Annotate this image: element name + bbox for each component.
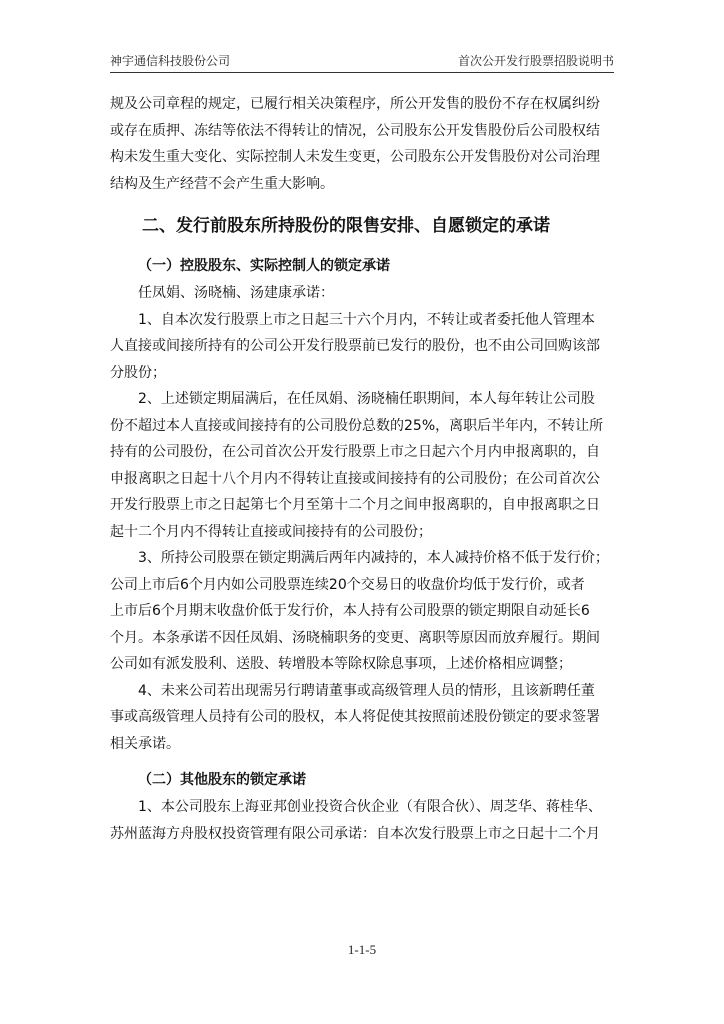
text-line: 3、所持公司股票在锁定期满后两年内减持的，本人减持价格不低于发行价； [138, 550, 609, 566]
commitment-item-2 [110, 386, 615, 545]
text-line: 开发行股票上市之日起第七个月至第十二个月之间申报离职的，自申报离职之日 [110, 497, 600, 513]
text-line: 2、上述锁定期届满后，在任凤娟、汤晓楠任职期间，本人每年转让公司股 [138, 391, 595, 407]
subsection-heading-1: （一）控股股东、实际控制人的锁定承诺 [138, 258, 390, 274]
text-line: 人直接或间接所持有的公司公开发行股票前已发行的股份，也不由公司回购该部 [110, 338, 600, 354]
text-line [110, 144, 615, 171]
intro-paragraph [110, 91, 615, 197]
other-shareholders-commitment [110, 794, 615, 847]
text-line: 上市后6个月期末收盘价低于发行价，本人持有公司股票的锁定期限自动延长6 [110, 603, 590, 619]
header-divider [110, 72, 614, 73]
promisor-line: 任凤娟、汤晓楠、汤建康承诺： [138, 285, 334, 301]
text-line: 事或高级管理人员持有公司的股权，本人将促使其按照前述股份锁定的要求签署 [110, 709, 600, 725]
text-line [110, 91, 615, 118]
subsection-heading-2: （二）其他股东的锁定承诺 [138, 772, 306, 788]
text-line: 公司如有派发股利、送股、转增股本等除权除息事项，上述价格相应调整； [110, 656, 572, 672]
header-company-name: 神宇通信科技股份公司 [110, 54, 231, 68]
commitment-item-1 [110, 307, 615, 387]
text-line: 份不超过本人直接或间接持有的公司股份总数的25%，离职后半年内，不转让所 [110, 417, 604, 434]
text-line: 相关承诺。 [110, 735, 180, 752]
text-line [110, 171, 615, 198]
text-line: 1、本公司股东上海亚邦创业投资合伙企业（有限合伙）、周芝华、蒋桂华、 [138, 799, 602, 815]
commitment-item-3 [110, 545, 615, 678]
commitment-item-4 [110, 678, 615, 758]
text-line: 4、未来公司若出现需另行聘请董事或高级管理人员的情形，且该新聘任董 [138, 682, 595, 699]
text-line: 申报离职之日起十八个月内不得转让直接或间接持有的公司股份；在公司首次公 [110, 470, 600, 487]
text-line: 分股份； [110, 364, 166, 381]
text-line-content: 构未发生重大变化、实际控制人未发生变更，公司股东公开发售股份对公司治理 [110, 149, 600, 165]
text-line: 苏州蓝海方舟股权投资管理有限公司承诺：自本次发行股票上市之日起十二个月 [110, 825, 600, 842]
text-line [110, 118, 615, 145]
header-document-title: 首次公开发行股票招股说明书 [457, 54, 614, 68]
section-heading: 二、发行前股东所持股份的限售安排、自愿锁定的承诺 [142, 216, 550, 236]
text-line: 1、自本次发行股票上市之日起三十六个月内，不转让或者委托他人管理本 [138, 311, 595, 328]
text-line: 公司上市后6个月内如公司股票连续20个交易日的收盘价均低于发行价，或者 [110, 576, 585, 593]
text-line-content: 规及公司章程的规定，已履行相关决策程序，所公开发售的股份不存在权属纠纷 [110, 96, 600, 112]
page-header [110, 52, 614, 70]
page-number: 1-1-5 [347, 942, 377, 957]
page-body [110, 91, 615, 847]
text-line-content: 结构及生产经营不会产生重大影响。 [110, 175, 334, 192]
text-line: 个月。本条承诺不因任凤娟、汤晓楠职务的变更、离职等原因而放弃履行。期间 [110, 629, 600, 646]
text-line: 持有的公司股份，在公司首次公开发行股票上市之日起六个月内申报离职的，自 [110, 444, 600, 460]
text-line-content: 或存在质押、冻结等依法不得转让的情况，公司股东公开发售股份后公司股权结 [110, 122, 600, 139]
text-line: 起十二个月内不得转让直接或间接持有的公司股份； [110, 523, 432, 540]
